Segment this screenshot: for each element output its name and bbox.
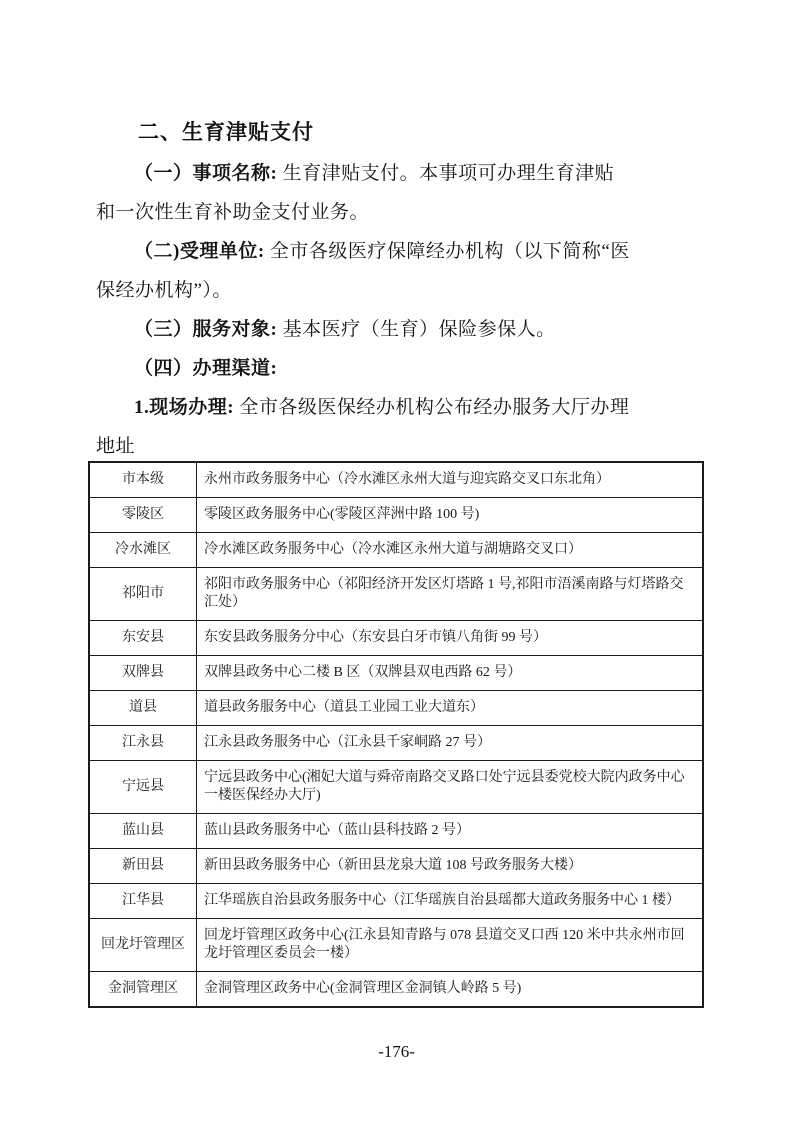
address-table [88,461,704,1008]
table-row [89,919,703,972]
table-row [89,498,703,533]
table-row [89,621,703,656]
paragraph [96,349,706,388]
address-cell: 金洞管理区政务中心(金洞管理区金洞镇人岭路 5 号) [197,972,704,1008]
paragraph-line [96,388,706,427]
paragraph-line [96,271,706,310]
table-row [89,884,703,919]
region-cell: 市本级 [89,462,197,498]
region-cell: 零陵区 [89,498,197,533]
table-row [89,462,703,498]
region-cell: 蓝山县 [89,814,197,849]
paragraph-text: 保经办机构”）。 [96,280,232,301]
address-cell: 祁阳市政务服务中心（祁阳经济开发区灯塔路 1 号,祁阳市浯溪南路与灯塔路交汇处） [197,568,704,621]
region-cell: 东安县 [89,621,197,656]
region-cell: 道县 [89,691,197,726]
document-content [96,110,706,466]
paragraph-label: 1.现场办理: [134,397,235,418]
table-row [89,691,703,726]
table-row [89,533,703,568]
region-cell: 新田县 [89,849,197,884]
address-cell: 永州市政务服务中心（冷水滩区永州大道与迎宾路交叉口东北角） [197,462,704,498]
address-table-body [89,462,703,1007]
paragraph-text: 生育津贴支付。本事项可办理生育津贴 [277,163,615,184]
page-number: -176- [378,1042,415,1061]
address-cell: 零陵区政务服务中心(零陵区萍洲中路 100 号) [197,498,704,533]
paragraph [96,232,706,310]
region-cell: 祁阳市 [89,568,197,621]
address-cell: 新田县政务服务中心（新田县龙泉大道 108 号政务服务大楼） [197,849,704,884]
region-cell: 宁远县 [89,761,197,814]
paragraphs [96,154,706,466]
table-row [89,814,703,849]
section-heading: 二、生育津贴支付 [138,120,314,144]
region-cell: 双牌县 [89,656,197,691]
paragraph-text: 全市各级医保经办机构公布经办服务大厅办理 [234,397,630,418]
table-row [89,568,703,621]
paragraph-text: 地址 [96,436,136,457]
paragraph-line [96,310,706,349]
address-cell: 回龙圩管理区政务中心(江永县知青路与 078 县道交叉口西 120 米中共永州市回龙圩管理区委员会一楼） [197,919,704,972]
address-cell: 双牌县政务中心二楼 B 区（双牌县双电西路 62 号） [197,656,704,691]
paragraph-line [96,349,706,388]
paragraph [96,388,706,466]
address-cell: 东安县政务服务分中心（东安县白牙市镇八角街 99 号） [197,621,704,656]
paragraph-line [96,154,706,193]
address-cell: 冷水滩区政务服务中心（冷水滩区永州大道与湖塘路交叉口） [197,533,704,568]
paragraph [96,154,706,232]
address-cell: 江华瑶族自治县政务服务中心（江华瑶族自治县瑶都大道政务服务中心 1 楼） [197,884,704,919]
paragraph-text: 全市各级医疗保障经办机构（以下简称“医 [264,241,630,262]
table-row [89,849,703,884]
paragraph-label: （一）事项名称: [134,163,278,184]
paragraph-label: （三）服务对象: [134,319,278,340]
table-row [89,972,703,1008]
region-cell: 回龙圩管理区 [89,919,197,972]
region-cell: 江永县 [89,726,197,761]
table-row [89,656,703,691]
region-cell: 冷水滩区 [89,533,197,568]
paragraph [96,310,706,349]
paragraph-line [96,193,706,232]
paragraph-text: 基本医疗（生育）保险参保人。 [277,319,556,340]
table-row [89,726,703,761]
table-row [89,761,703,814]
paragraph-line [96,232,706,271]
address-cell: 蓝山县政务服务中心（蓝山县科技路 2 号） [197,814,704,849]
paragraph-label: （二)受理单位: [134,241,265,262]
paragraph-text: 和一次性生育补助金支付业务。 [96,202,370,223]
region-cell: 江华县 [89,884,197,919]
address-cell: 江永县政务服务中心（江永县千家峒路 27 号） [197,726,704,761]
region-cell: 金洞管理区 [89,972,197,1008]
address-cell: 宁远县政务中心(湘妃大道与舜帝南路交叉路口处宁远县委党校大院内政务中心一楼医保经办大厅) [197,761,704,814]
paragraph-label: （四）办理渠道: [134,358,278,379]
address-cell: 道县政务服务中心（道县工业园工业大道东） [197,691,704,726]
